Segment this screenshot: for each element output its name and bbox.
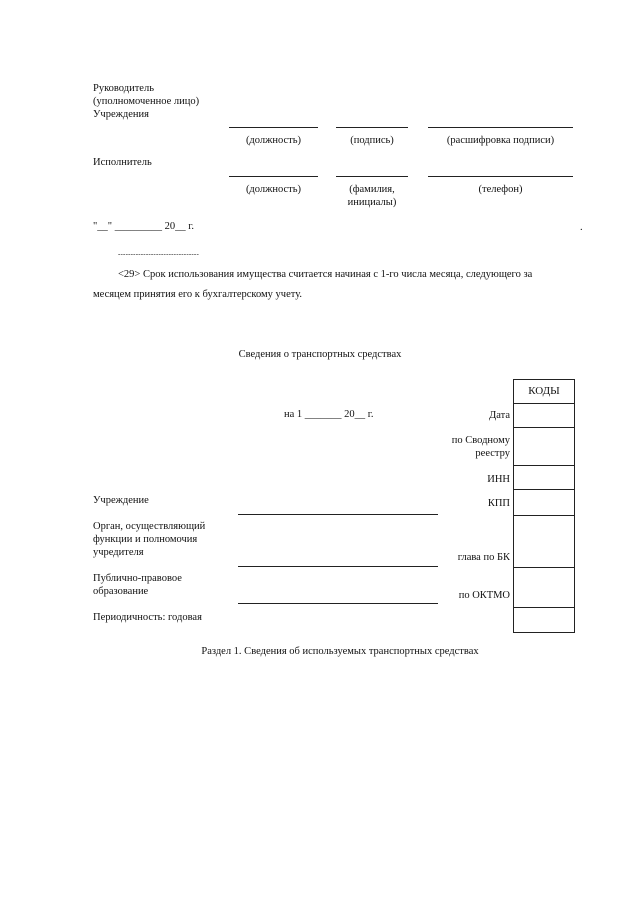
label-periodicity: Периодичность: годовая [93,612,202,623]
report-date: на 1 _______ 20__ г. [284,409,374,420]
executor-caption-phone: (телефон) [478,184,523,195]
head-caption-position: (должность) [245,135,302,146]
label-registry-2: реестру [475,448,510,459]
code-cell-inn[interactable] [514,466,574,490]
stray-dot: . [580,222,583,233]
institution-line [238,514,438,515]
signature-date: "__" _________ 20__ г. [93,221,194,232]
label-public-1: Публично-правовое [93,573,182,584]
label-founder-1: Орган, осуществляющий [93,521,206,532]
code-cell-registry[interactable] [514,428,574,466]
label-public-2: образование [93,586,149,597]
executor-caption-name-1: (фамилия, [349,184,395,195]
codes-header: КОДЫ [514,380,574,404]
label-kpp: КПП [487,498,510,509]
head-decode-line [428,127,573,128]
label-oktmo: по ОКТМО [458,590,510,601]
executor-position-line [229,176,318,177]
label-bk: глава по БК [457,552,510,563]
label-date: Дата [489,410,510,421]
public-line [238,603,438,604]
executor-caption-position: (должность) [245,184,302,195]
head-label-line1: Руководитель [93,83,154,94]
executor-phone-line [428,176,573,177]
form-title: Сведения о транспортных средствах [238,349,402,360]
head-position-line [229,127,318,128]
head-label-line2: (уполномоченное лицо) [93,96,200,107]
code-cell-kpp[interactable] [514,490,574,516]
section-title: Раздел 1. Сведения об используемых транспортных средствах [201,646,479,657]
head-signature-line [336,127,408,128]
label-founder-3: учредителя [93,547,144,558]
codes-table [513,379,575,633]
executor-name-line [336,176,408,177]
head-caption-signature: (подпись) [350,135,394,146]
code-cell-date[interactable] [514,404,574,428]
founder-line [238,566,438,567]
code-cell-periodicity[interactable] [514,608,574,632]
code-cell-oktmo[interactable] [514,568,574,608]
head-label-line3: Учреждения [93,109,149,120]
label-inn: ИНН [487,474,510,485]
executor-label: Исполнитель [93,157,152,168]
executor-caption-name-2: инициалы) [347,197,397,208]
label-institution: Учреждение [93,495,149,506]
footnote-line2: месяцем принятия его к бухгалтерскому учету. [93,289,303,300]
label-registry-1: по Сводному [451,435,510,446]
footnote-separator: -------------------------------- [118,250,199,258]
label-founder-2: функции и полномочия [93,534,198,545]
footnote-line1: <29> Срок использования имущества считается начиная с 1-го числа месяца, следующего за [118,269,533,280]
code-cell-bk[interactable] [514,516,574,568]
head-caption-decode: (расшифровка подписи) [446,135,555,146]
